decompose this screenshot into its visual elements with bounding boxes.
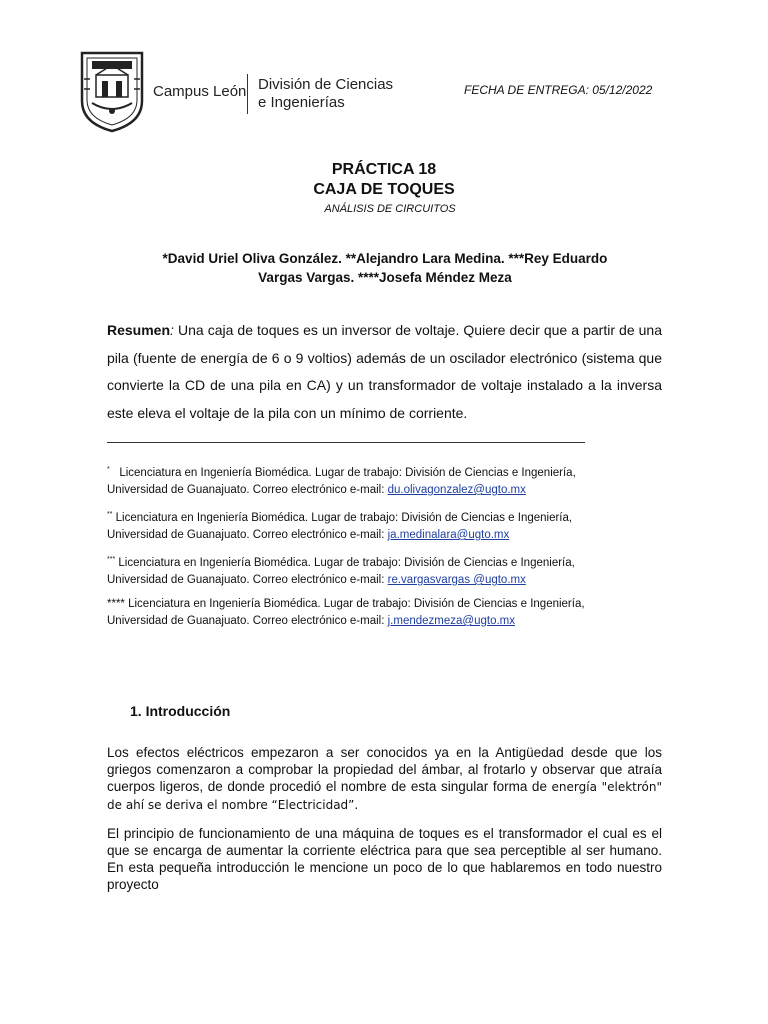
footnote-text: Universidad de Guanajuato. Correo electrónico e-mail: [107,484,388,496]
abstract-text: Una caja de toques es un inversor de voltaje. Quiere decir que a partir de una pila (fuente de energía de 6 o 9 voltios) además de un oscilador electrónico (sistema que convierte la CD de una pila en CA) y un transformador de voltaje instalado a la inversa este eleva el voltaje de la pila con un mínimo de corriente. [107,322,662,421]
division-line-2: e Ingenierías [258,94,345,111]
authors-line-1: *David Uriel Oliva González. **Alejandro Lara Medina. ***Rey Eduardo [162,251,608,266]
footnote-text: Licenciatura en Ingeniería Biomédica. Lugar de trabajo: División de Ciencias e Ingeniería, [119,467,576,479]
email-link[interactable]: du.olivagonzalez@ugto.mx [387,484,526,496]
authors [120,249,650,287]
email-link[interactable]: re.vargasvargas @ugto.mx [387,574,526,586]
abstract-colon: : [170,322,174,338]
footnote-1 [107,461,662,499]
practice-title: PRÁCTICA 18 [331,161,437,178]
abstract-paragraph [107,317,662,427]
footnote-2 [107,506,662,544]
course-subtitle: ANÁLISIS DE CIRCUITOS [324,203,456,215]
footnote-text: Licenciatura en Ingeniería Biomédica. Lugar de trabajo: División de Ciencias e Ingeniería, [118,557,575,569]
footnote-mark: *** [107,556,116,563]
footnote-mark: **** [107,598,125,610]
intro-text-tail: energía "elektrón" de ahí se deriva el nombre “Electricidad”. [107,780,663,812]
document-title: CAJA DE TOQUES [313,181,455,198]
campus-name: Campus León [153,83,247,100]
intro-text: Los efectos eléctricos empezaron a ser conocidos ya en la Antigüedad desde que los griegos comenzaron a comprobar la propiedad del ámbar, al frotarlo y observar que atraía cuerpos ligeros, de donde procedió el nombre de esta singular forma de [107,745,662,794]
authors-line-2: Vargas Vargas. ****Josefa Méndez Meza [258,270,512,285]
footnote-separator [107,442,585,443]
footnote-mark: ** [107,511,113,518]
section-heading-introduction: 1. Introducción [130,703,231,719]
footnote-3 [107,551,662,589]
abstract-label: Resumen [107,322,171,338]
university-crest-icon [78,49,146,133]
email-link[interactable]: j.mendezmeza@ugto.mx [387,615,515,627]
footnote-text: Universidad de Guanajuato. Correo electrónico e-mail: [107,615,388,627]
intro-paragraph-2: El principio de funcionamiento de una máquina de toques es el transformador el cual es el que se encarga de aumentar la corriente eléctrica para que sea perceptible al ser humano. En esta pequeña introducción le mencione un poco de lo que hablaremos en todo nuestro proyecto [107,826,662,892]
footnote-text: Licenciatura en Ingeniería Biomédica. Lugar de trabajo: División de Ciencias e Ingeniería, [115,512,573,524]
footnote-mark: * [107,466,110,473]
footnote-text: Universidad de Guanajuato. Correo electrónico e-mail: [107,529,388,541]
footnote-4 [107,596,662,630]
intro-paragraph-1 [107,744,662,814]
header-divider [247,74,248,114]
footnote-text: Licenciatura en Ingeniería Biomédica. Lugar de trabajo: División de Ciencias e Ingeniería, [128,598,585,610]
delivery-date: FECHA DE ENTREGA: 05/12/2022 [464,83,653,97]
footnote-text: Universidad de Guanajuato. Correo electrónico e-mail: [107,574,388,586]
email-link[interactable]: ja.medinalara@ugto.mx [387,529,510,541]
division-line-1: División de Ciencias [258,76,394,93]
